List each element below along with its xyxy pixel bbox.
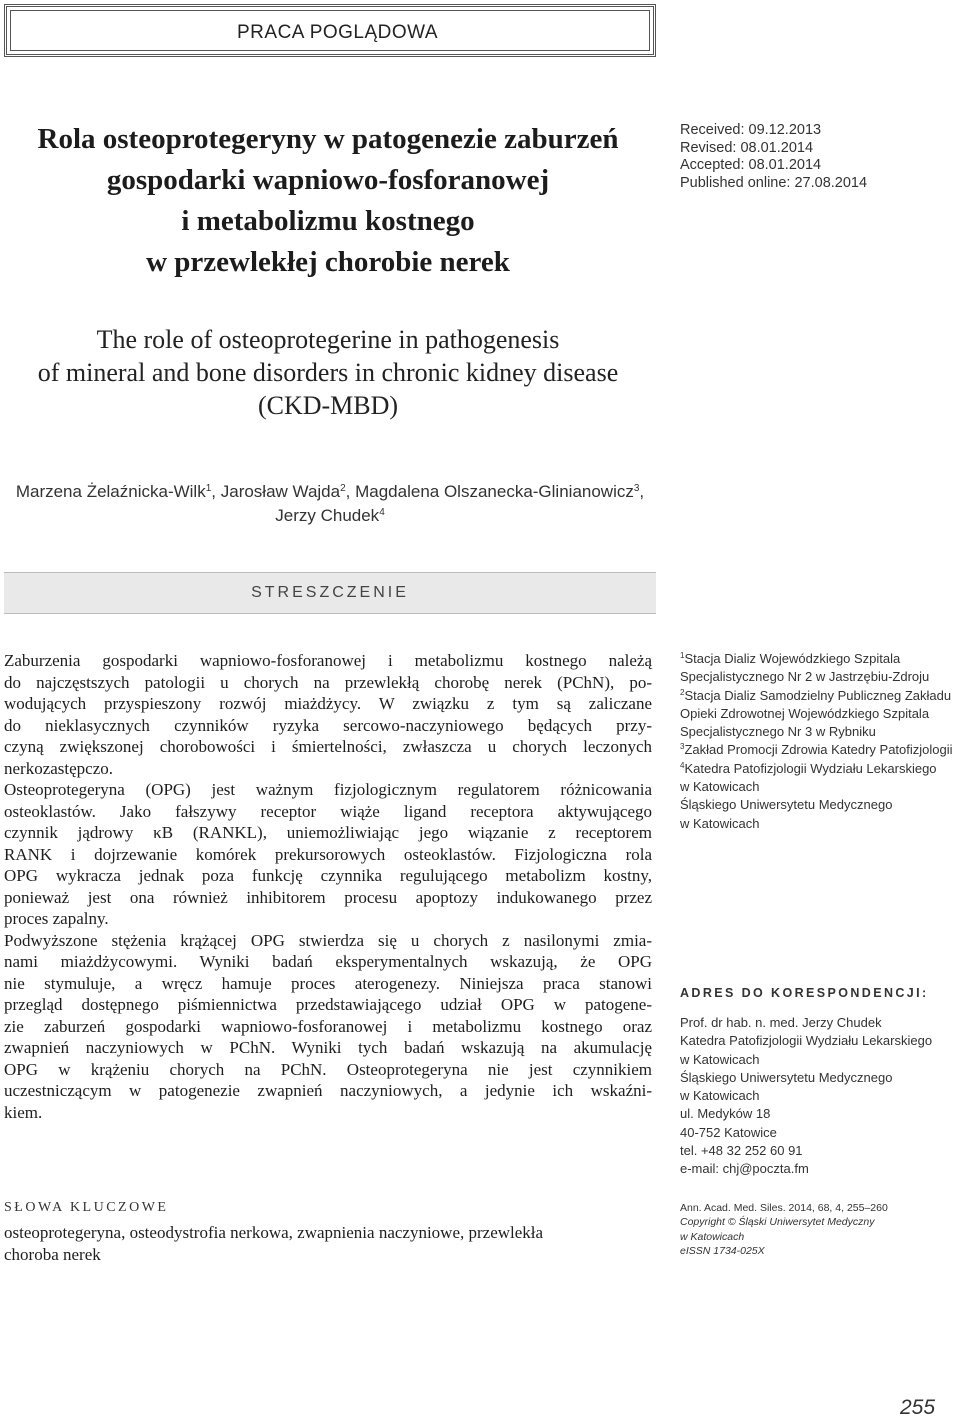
correspondence-line: w Katowicach [680, 1051, 760, 1067]
affiliation-number: 1 [680, 651, 685, 660]
polish-title-line: i metabolizmu kostnego [181, 205, 475, 237]
journal-citation [680, 1201, 960, 1258]
english-title [4, 323, 652, 422]
citation-copyright: Copyright © Śląski Uniwersytet Medyczny [680, 1216, 875, 1229]
correspondence-line: Śląskiego Uniwersytetu Medycznego [680, 1069, 893, 1085]
author-separator: , [345, 482, 356, 501]
author-separator: , [211, 482, 221, 501]
polish-title-line: w przewlekłej chorobie nerek [146, 246, 510, 278]
abstract-line: czyną zwiększonej chorobowości i śmiertelności, zwłaszcza u chorych leczonych [4, 737, 652, 756]
affiliation-line [680, 723, 960, 741]
affiliation-text: Stacja Dializ Samodzielny Publiczneg Zakładu [684, 687, 952, 703]
abstract-line: Zaburzenia gospodarki wapniowo-fosforanowej i metabolizmu kostnego należą [4, 651, 652, 670]
revised-date: Revised: 08.01.2014 [680, 139, 814, 156]
correspondence-line: Katedra Patofizjologii Wydziału Lekarskiego [680, 1033, 933, 1049]
affiliation-text: Śląskiego Uniwersytetu Medycznego [680, 797, 893, 813]
affiliation-line [680, 650, 960, 668]
abstract-line: nami miażdżycowymi. Wyniki badań eksperymentalnych wskazują, że OPG [4, 952, 652, 971]
section-label: PRACA POGLĄDOWA [10, 10, 650, 51]
author-affiliation-number: 3 [633, 483, 640, 494]
abstract-line: do najczęstszych patologii u chorych na przewlekłą chorobę nerek (PChN), po- [4, 672, 652, 692]
abstract-line: kiem. [4, 1102, 43, 1122]
author-list [4, 480, 656, 528]
affiliation-text: Specjalistycznego Nr 2 w Jastrzębiu-Zdroju [680, 669, 930, 685]
abstract-line: OPG w krążeniu chorych na PChN. Osteoprotegeryna nie jest czynnikiem [4, 1059, 652, 1079]
abstract-line: proces zapalny. [4, 909, 109, 928]
abstract-line: uczestniczącym w patogenezie zwapnień naczyniowych, a jedynie ich wskaźni- [4, 1081, 652, 1100]
correspondence-address [680, 1014, 960, 1179]
abstract-line: osteoklastów. Jako fałszywy receptor wiąże ligand receptora aktywującego [4, 801, 652, 821]
page-number: 255 [900, 1396, 936, 1419]
affiliation-line [680, 668, 960, 686]
correspondence-line: Prof. dr hab. n. med. Jerzy Chudek [680, 1015, 882, 1030]
correspondence-email[interactable]: e-mail: chj@poczta.fm [680, 1161, 809, 1177]
abstract-line: nerkozastępczo. [4, 758, 114, 778]
abstract-line: Osteoprotegeryna (OPG) jest ważnym fizjologicznym regulatorem różnicowania [4, 780, 652, 799]
author-line [4, 480, 656, 504]
affiliation-line [680, 687, 960, 705]
abstract-line: nie stymuluje, a wręcz hamuje proces aterogenezy. Niniejsza praca stanowi [4, 973, 652, 993]
polish-title-line: gospodarki wapniowo-fosforanowej [106, 164, 550, 196]
affiliation-text: Zakład Promocji Zdrowia Katedry Patofizjologii [684, 742, 953, 758]
affiliation-number: 3 [680, 742, 685, 752]
affiliation-line [680, 815, 960, 833]
correspondence-line: tel. +48 32 252 60 91 [680, 1143, 803, 1159]
author-affiliation-number: 4 [379, 507, 385, 518]
affiliation-text: Stacja Dializ Wojewódzkiego Szpitala [684, 651, 901, 666]
citation-journal: Ann. Acad. Med. Siles. 2014, 68, 4, 255–260 [680, 1202, 888, 1214]
affiliation-number: 4 [680, 760, 685, 770]
keywords-heading: SŁOWA KLUCZOWE [4, 1200, 169, 1215]
abstract-heading: STRESZCZENIE [4, 572, 656, 614]
citation-eissn: eISSN 1734-025X [680, 1244, 765, 1257]
abstract-line: zwapnień naczyniowych w PChN. Wyniki tych badań wskazują na akumulację [4, 1038, 652, 1057]
english-title-line: of mineral and bone disorders in chronic kidney disease [37, 358, 619, 387]
author-affiliation-number: 2 [340, 483, 346, 494]
affiliation-line [680, 705, 960, 723]
abstract-line: OPG wykracza jednak poza funkcję czynnika regulującego metabolizm kostny, [4, 866, 652, 885]
abstract-line: do nieklasycznych czynników ryzyka sercowo-naczyniowego będących przy- [4, 715, 652, 735]
author-name: Magdalena Olszanecka-Glinianowicz [355, 482, 634, 501]
accepted-date: Accepted: 08.01.2014 [680, 157, 822, 173]
english-title-line: The role of osteoprotegerine in pathogenesis [96, 325, 560, 354]
affiliations [680, 650, 960, 833]
abstract-line: RANK i dojrzewanie komórek prekursorowych osteoklastów. Fizjologiczna rola [4, 844, 652, 864]
affiliation-line [680, 778, 960, 796]
affiliation-line [680, 741, 960, 759]
abstract-line: ponieważ jest ona również inhibitorem procesu apoptozy indukowanego przez [4, 887, 652, 907]
author-line [4, 504, 656, 528]
correspondence-heading: ADRES DO KORESPONDENCJI: [680, 986, 929, 1000]
correspondence-line: ul. Medyków 18 [680, 1106, 771, 1122]
received-date: Received: 09.12.2013 [680, 122, 822, 138]
polish-title [4, 119, 652, 283]
author-name: Jerzy Chudek [275, 506, 380, 525]
keywords-line: osteoprotegeryna, osteodystrofia nerkowa, zwapnienia naczyniowe, przewlekła [4, 1223, 544, 1242]
published-date: Published online: 27.08.2014 [680, 174, 868, 191]
affiliation-text: Opieki Zdrowotnej Wojewódzkiego Szpitala [680, 705, 930, 721]
section-banner [4, 4, 656, 57]
author-affiliation-number: 1 [205, 483, 212, 494]
keywords-text [4, 1222, 654, 1265]
correspondence-line: 40-752 Katowice [680, 1124, 777, 1140]
abstract-line: przegląd dostępnego piśmiennictwa przedstawiającego udział OPG w patogene- [4, 995, 652, 1014]
correspondence-line: w Katowicach [680, 1088, 760, 1104]
english-title-line: (CKD-MBD) [257, 391, 399, 420]
author-name: Jarosław Wajda [220, 482, 341, 501]
abstract-line: wodujących przyspieszony rozwój miażdżycy. W związku z tym są zaliczane [4, 694, 652, 713]
affiliation-text: w Katowicach [680, 815, 760, 831]
keywords-line: choroba nerek [4, 1244, 101, 1264]
affiliation-number: 2 [680, 687, 685, 697]
affiliation-text: Katedra Patofizjologii Wydziału Lekarskiego [684, 760, 937, 776]
affiliation-line [680, 796, 960, 814]
abstract-line: zie zaburzeń gospodarki wapniowo-fosforanowej i metabolizmu kostnego oraz [4, 1016, 652, 1036]
author-separator: , [639, 482, 645, 501]
affiliation-text: w Katowicach [680, 779, 760, 795]
abstract-body [4, 650, 652, 1123]
citation-city: w Katowicach [680, 1230, 745, 1243]
abstract-line: Podwyższone stężenia krążącej OPG stwierdza się u chorych z nasilonymi zmia- [4, 930, 652, 950]
abstract-line: czynnik jądrowy κB (RANKL), uniemożliwiając jego wiązanie z receptorem [4, 823, 652, 842]
affiliation-line [680, 760, 960, 778]
polish-title-line: Rola osteoprotegeryny w patogenezie zaburzeń [37, 123, 619, 155]
author-name: Marzena Żelaźnicka-Wilk [15, 482, 206, 501]
affiliation-text: Specjalistycznego Nr 3 w Rybniku [680, 724, 876, 740]
article-dates [680, 122, 950, 192]
